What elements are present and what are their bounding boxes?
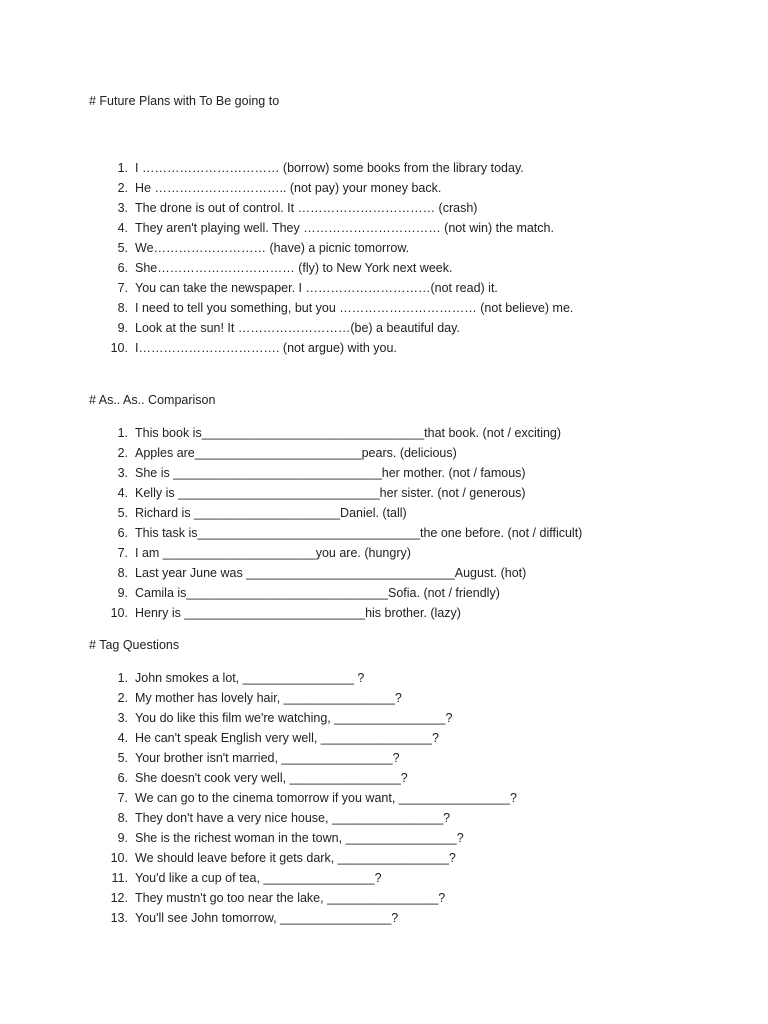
item-number: 1. xyxy=(117,426,128,440)
section-heading-tag-questions: # Tag Questions xyxy=(89,638,180,652)
item-text: Henry is __________________________his brother. (lazy) xyxy=(135,606,461,620)
item-text: Last year June was ______________________________August. (hot) xyxy=(135,566,527,580)
item-number: 2. xyxy=(117,691,128,705)
item-number: 8. xyxy=(117,301,128,315)
item-number: 11. xyxy=(111,871,128,885)
item-text: This book is________________________________that book. (not / exciting) xyxy=(135,426,562,440)
section-heading-comparison: # As.. As.. Comparison xyxy=(89,393,216,407)
item-text: Kelly is _____________________________her sister. (not / generous) xyxy=(135,486,526,500)
item-text: This task is________________________________the one before. (not / difficult) xyxy=(135,526,583,540)
item-text: She is ______________________________her mother. (not / famous) xyxy=(135,466,526,480)
section-heading-future-plans: # Future Plans with To Be going to xyxy=(89,94,280,108)
item-number: 10. xyxy=(110,606,128,620)
item-number: 5. xyxy=(117,241,128,255)
item-number: 8. xyxy=(117,566,128,580)
item-text: John smokes a lot, ________________ ? xyxy=(135,671,365,685)
item-text: He ………………………….. (not pay) your money back. xyxy=(135,181,442,195)
item-text: Your brother isn't married, ________________? xyxy=(135,751,400,765)
item-text: They mustn't go too near the lake, ________________? xyxy=(135,891,446,905)
item-number: 3. xyxy=(117,466,128,480)
item-number: 7. xyxy=(117,791,128,805)
item-text: The drone is out of control. It …………………………… (crash) xyxy=(135,201,478,215)
item-text: I……………………………. (not argue) with you. xyxy=(135,341,397,355)
item-number: 8. xyxy=(117,811,128,825)
item-text: Camila is_____________________________Sofia. (not / friendly) xyxy=(135,586,500,600)
item-number: 3. xyxy=(117,711,128,725)
item-number: 6. xyxy=(117,526,128,540)
item-text: Look at the sun! It ………………………(be) a beautiful day. xyxy=(135,321,460,335)
item-text: You do like this film we're watching, ________________? xyxy=(135,711,453,725)
item-number: 4. xyxy=(117,731,128,745)
item-number: 10. xyxy=(110,851,128,865)
item-number: 5. xyxy=(117,506,128,520)
item-number: 9. xyxy=(117,321,128,335)
item-number: 9. xyxy=(117,586,128,600)
item-number: 12. xyxy=(110,891,128,905)
item-number: 1. xyxy=(117,161,128,175)
item-text: I need to tell you something, but you …………………………… (not believe) me. xyxy=(135,301,574,315)
item-number: 5. xyxy=(117,751,128,765)
item-text: They aren't playing well. They …………………………… (not win) the match. xyxy=(135,221,554,235)
item-text: You'd like a cup of tea, ________________? xyxy=(135,871,382,885)
item-text: You can take the newspaper. I …………………………(not read) it. xyxy=(135,281,498,295)
item-number: 2. xyxy=(117,446,128,460)
item-text: We should leave before it gets dark, ________________? xyxy=(135,851,456,865)
item-number: 4. xyxy=(117,221,128,235)
item-text: They don't have a very nice house, ________________? xyxy=(135,811,451,825)
item-text: Apples are________________________pears. (delicious) xyxy=(135,446,457,460)
item-number: 3. xyxy=(117,201,128,215)
item-number: 13. xyxy=(110,911,128,925)
item-text: I am ______________________you are. (hungry) xyxy=(135,546,411,560)
item-number: 2. xyxy=(117,181,128,195)
item-text: She doesn't cook very well, ________________? xyxy=(135,771,408,785)
item-text: She is the richest woman in the town, ________________? xyxy=(135,831,464,845)
item-text: We……………………… (have) a picnic tomorrow. xyxy=(135,241,410,255)
item-number: 6. xyxy=(117,771,128,785)
item-number: 9. xyxy=(117,831,128,845)
item-text: We can go to the cinema tomorrow if you want, ________________? xyxy=(135,791,517,805)
item-number: 6. xyxy=(117,261,128,275)
item-number: 7. xyxy=(117,281,128,295)
item-text: He can't speak English very well, ________________? xyxy=(135,731,439,745)
item-number: 7. xyxy=(117,546,128,560)
item-number: 4. xyxy=(117,486,128,500)
item-text: She…………………………… (fly) to New York next week. xyxy=(135,261,453,275)
item-number: 10. xyxy=(110,341,128,355)
item-number: 1. xyxy=(117,671,128,685)
item-text: My mother has lovely hair, ________________? xyxy=(135,691,402,705)
item-text: You'll see John tomorrow, ________________? xyxy=(135,911,399,925)
item-text: I …………………………… (borrow) some books from the library today. xyxy=(135,161,524,175)
item-text: Richard is _____________________Daniel. (tall) xyxy=(135,506,407,520)
